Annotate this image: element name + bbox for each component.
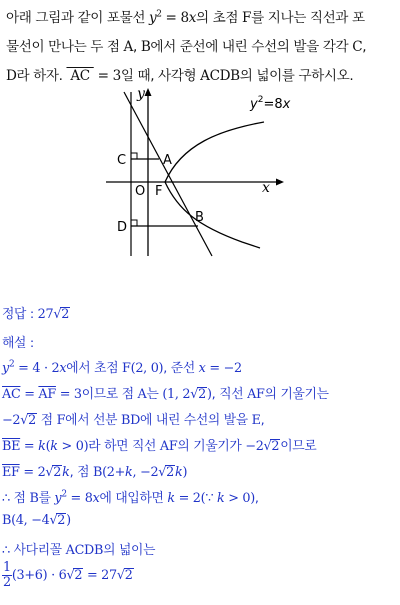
- curve-label: $y^2=8x$: [250, 95, 291, 112]
- label-d: D: [117, 220, 128, 235]
- label-f: F: [155, 184, 163, 199]
- solution-line-3: −2√2 점 F에서 선분 BD에 내린 수선의 발을 E,: [2, 413, 265, 428]
- label-o: O: [135, 184, 146, 199]
- solution-line-9: $\frac{1}{2}$ (3+6) · 6√2 = 27√2: [3, 560, 133, 590]
- right-angle-mark-d: [131, 220, 137, 226]
- problem-line-2: 물선이 만나는 두 점 A, B에서 준선에 내린 수선의 발을 각각 C,: [6, 39, 367, 55]
- right-angle-mark-c: [131, 153, 137, 159]
- solution-line-4: $\overline{BE} = k(k > 0)$라 하면 직선 AF의 기울기가 −2√2이므로: [2, 439, 317, 454]
- parabola-curve: [165, 122, 264, 248]
- focal-line: [124, 92, 212, 256]
- solution-line-2: $\overline{AC} = \overline{AF} = 3$이므로 점 A는 (1, 2√2), 직선 AF의 기울기는: [2, 387, 329, 402]
- label-a: A: [163, 153, 172, 168]
- x-axis-arrow: [276, 179, 284, 186]
- label-b: B: [195, 210, 204, 225]
- solution-line-1: $y^2 = 4 \cdot 2x$에서 초점 F(2, 0), 준선 x = −2: [2, 359, 242, 376]
- parabola-figure: [102, 86, 292, 258]
- answer-line: 정답 : 27√2: [2, 307, 70, 322]
- label-x: x: [262, 180, 270, 196]
- solution-line-8: ∴ 사다리꼴 ACDB의 넓이는: [2, 543, 156, 558]
- problem-line-1: 아래 그림과 같이 포물선 $y^2 = 8x$의 초점 F를 지나는 직선과 포: [6, 9, 365, 26]
- solution-heading: 해설 :: [2, 336, 34, 351]
- solution-line-7: B(4, −4√2): [2, 513, 71, 528]
- solution-line-5: $\overline{EF} = 2√2k$, 점 B(2+k, −2√2k): [2, 465, 188, 480]
- label-c: C: [117, 153, 127, 168]
- problem-line-3: D라 하자. AC = 3일 때, 사각형 ACDB의 넓이를 구하시오.: [6, 68, 354, 84]
- label-y: y: [137, 86, 145, 102]
- solution-line-6: ∴ 점 B를 $y^2 = 8x$에 대입하면 k = 2(∵ k > 0),: [2, 489, 259, 506]
- problem-statement: [6, 4, 398, 91]
- y-axis-arrow: [145, 88, 152, 96]
